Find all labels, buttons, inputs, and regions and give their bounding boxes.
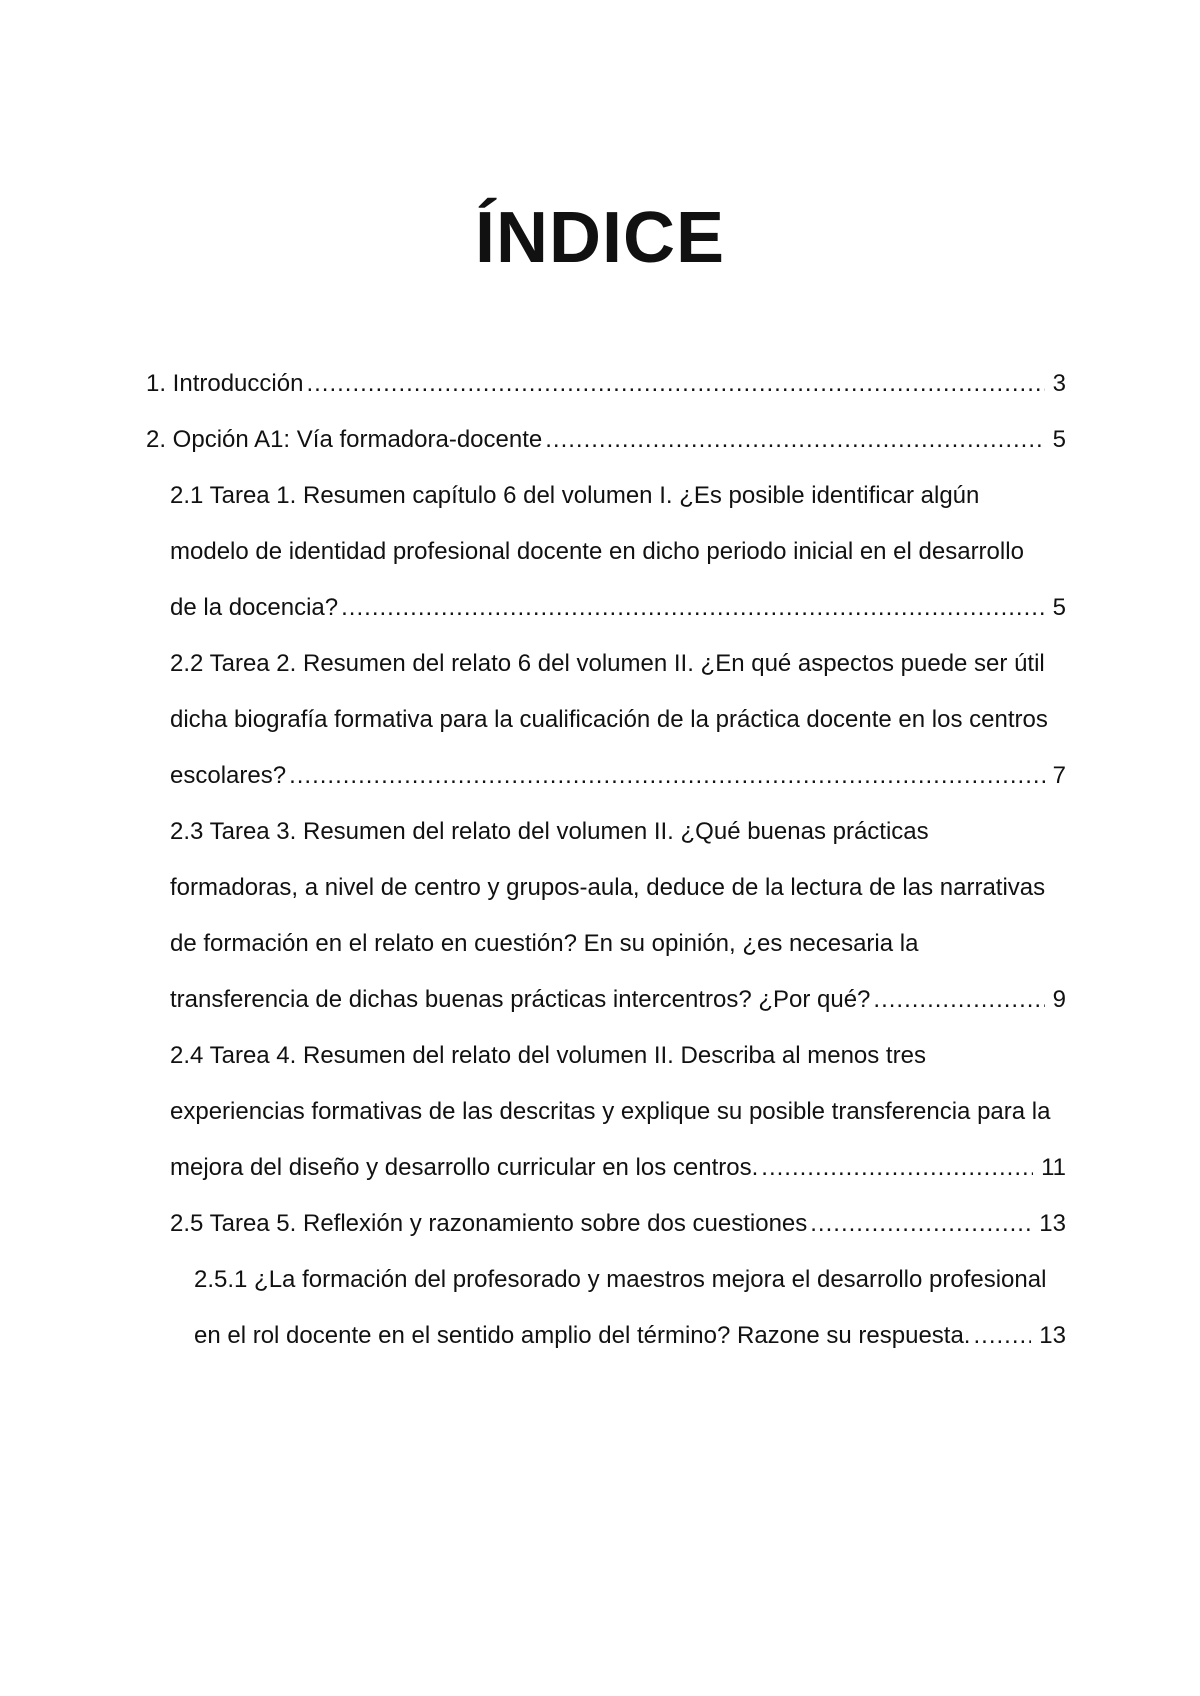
toc-entry-tarea-2[interactable] — [170, 636, 1066, 804]
toc-entry-line — [170, 580, 1066, 636]
toc-entry-text: mejora del diseño y desarrollo curricular en los centros. — [170, 1154, 759, 1181]
toc-entry-line — [170, 636, 1066, 692]
dot-leader — [545, 412, 1044, 468]
toc-entry-text: transferencia de dichas buenas prácticas intercentros? ¿Por qué? — [170, 986, 871, 1013]
toc-entry-text: 2.4 Tarea 4. Resumen del relato del volumen II. Describa al menos tres — [170, 1042, 926, 1069]
dot-leader — [973, 1308, 1031, 1364]
toc-entry-tarea-1[interactable] — [170, 468, 1066, 636]
toc-entry-text: 2. Opción A1: Vía formadora-docente — [146, 426, 543, 453]
toc-page-number: 5 — [1052, 594, 1066, 621]
toc-page-number: 13 — [1039, 1322, 1066, 1349]
toc-page-number: 11 — [1041, 1154, 1066, 1181]
toc-entry-line — [194, 1308, 1066, 1364]
toc-entry-tarea-5-1[interactable] — [194, 1252, 1066, 1364]
toc-entry-text: dicha biografía formativa para la cualificación de la práctica docente en los centros — [170, 706, 1048, 733]
toc-entry-opcion-a1[interactable] — [146, 412, 1066, 468]
toc-entry-text: de formación en el relato en cuestión? En su opinión, ¿es necesaria la — [170, 930, 919, 957]
toc-entry-tarea-4[interactable] — [170, 1028, 1066, 1196]
toc-entry-text: 2.3 Tarea 3. Resumen del relato del volumen II. ¿Qué buenas prácticas — [170, 818, 929, 845]
toc-page-number: 3 — [1052, 370, 1066, 397]
toc-entry-line — [170, 860, 1066, 916]
toc-page-number: 13 — [1039, 1210, 1066, 1237]
toc-entry-tarea-5[interactable] — [170, 1196, 1066, 1252]
toc-entry-line — [170, 916, 1066, 972]
dot-leader — [341, 580, 1045, 636]
dot-leader — [873, 972, 1044, 1028]
toc-entry-line — [146, 412, 1066, 468]
toc-entry-line — [170, 972, 1066, 1028]
toc-entry-line — [146, 356, 1066, 412]
toc-entry-introduccion[interactable] — [146, 356, 1066, 412]
toc-entry-text: en el rol docente en el sentido amplio del término? Razone su respuesta. — [194, 1322, 971, 1349]
toc-entry-text: experiencias formativas de las descritas y explique su posible transferencia para la — [170, 1098, 1051, 1125]
toc-entry-line — [170, 1140, 1066, 1196]
dot-leader — [810, 1196, 1031, 1252]
dot-leader — [289, 748, 1045, 804]
dot-leader — [761, 1140, 1033, 1196]
toc-entry-line — [170, 524, 1066, 580]
toc-page-number: 5 — [1052, 426, 1066, 453]
toc-entry-line — [170, 1028, 1066, 1084]
toc-entry-line — [170, 1084, 1066, 1140]
toc-entry-text: 1. Introducción — [146, 370, 304, 397]
toc-entry-text: escolares? — [170, 762, 287, 789]
toc-page-number: 9 — [1052, 986, 1066, 1013]
toc-entry-line — [170, 748, 1066, 804]
toc-entry-line — [170, 804, 1066, 860]
toc-entry-text: 2.1 Tarea 1. Resumen capítulo 6 del volumen I. ¿Es posible identificar algún — [170, 482, 980, 509]
toc-page-number: 7 — [1052, 762, 1066, 789]
toc-entry-text: 2.5.1 ¿La formación del profesorado y maestros mejora el desarrollo profesional — [194, 1266, 1047, 1293]
toc-entry-tarea-3[interactable] — [170, 804, 1066, 1028]
toc-entry-text: 2.2 Tarea 2. Resumen del relato 6 del volumen II. ¿En qué aspectos puede ser útil — [170, 650, 1045, 677]
toc-entry-text: 2.5 Tarea 5. Reflexión y razonamiento sobre dos cuestiones — [170, 1210, 808, 1237]
toc-entry-line — [170, 468, 1066, 524]
toc-entry-text: formadoras, a nivel de centro y grupos-aula, deduce de la lectura de las narrativas — [170, 874, 1046, 901]
toc-entry-line — [170, 1196, 1066, 1252]
toc-entry-line — [194, 1252, 1066, 1308]
toc-entry-text: modelo de identidad profesional docente en dicho periodo inicial en el desarrollo — [170, 538, 1024, 565]
page-title: ÍNDICE — [474, 198, 726, 278]
dot-leader — [306, 356, 1044, 412]
toc-entry-text: de la docencia? — [170, 594, 339, 621]
toc-entry-line — [170, 692, 1066, 748]
